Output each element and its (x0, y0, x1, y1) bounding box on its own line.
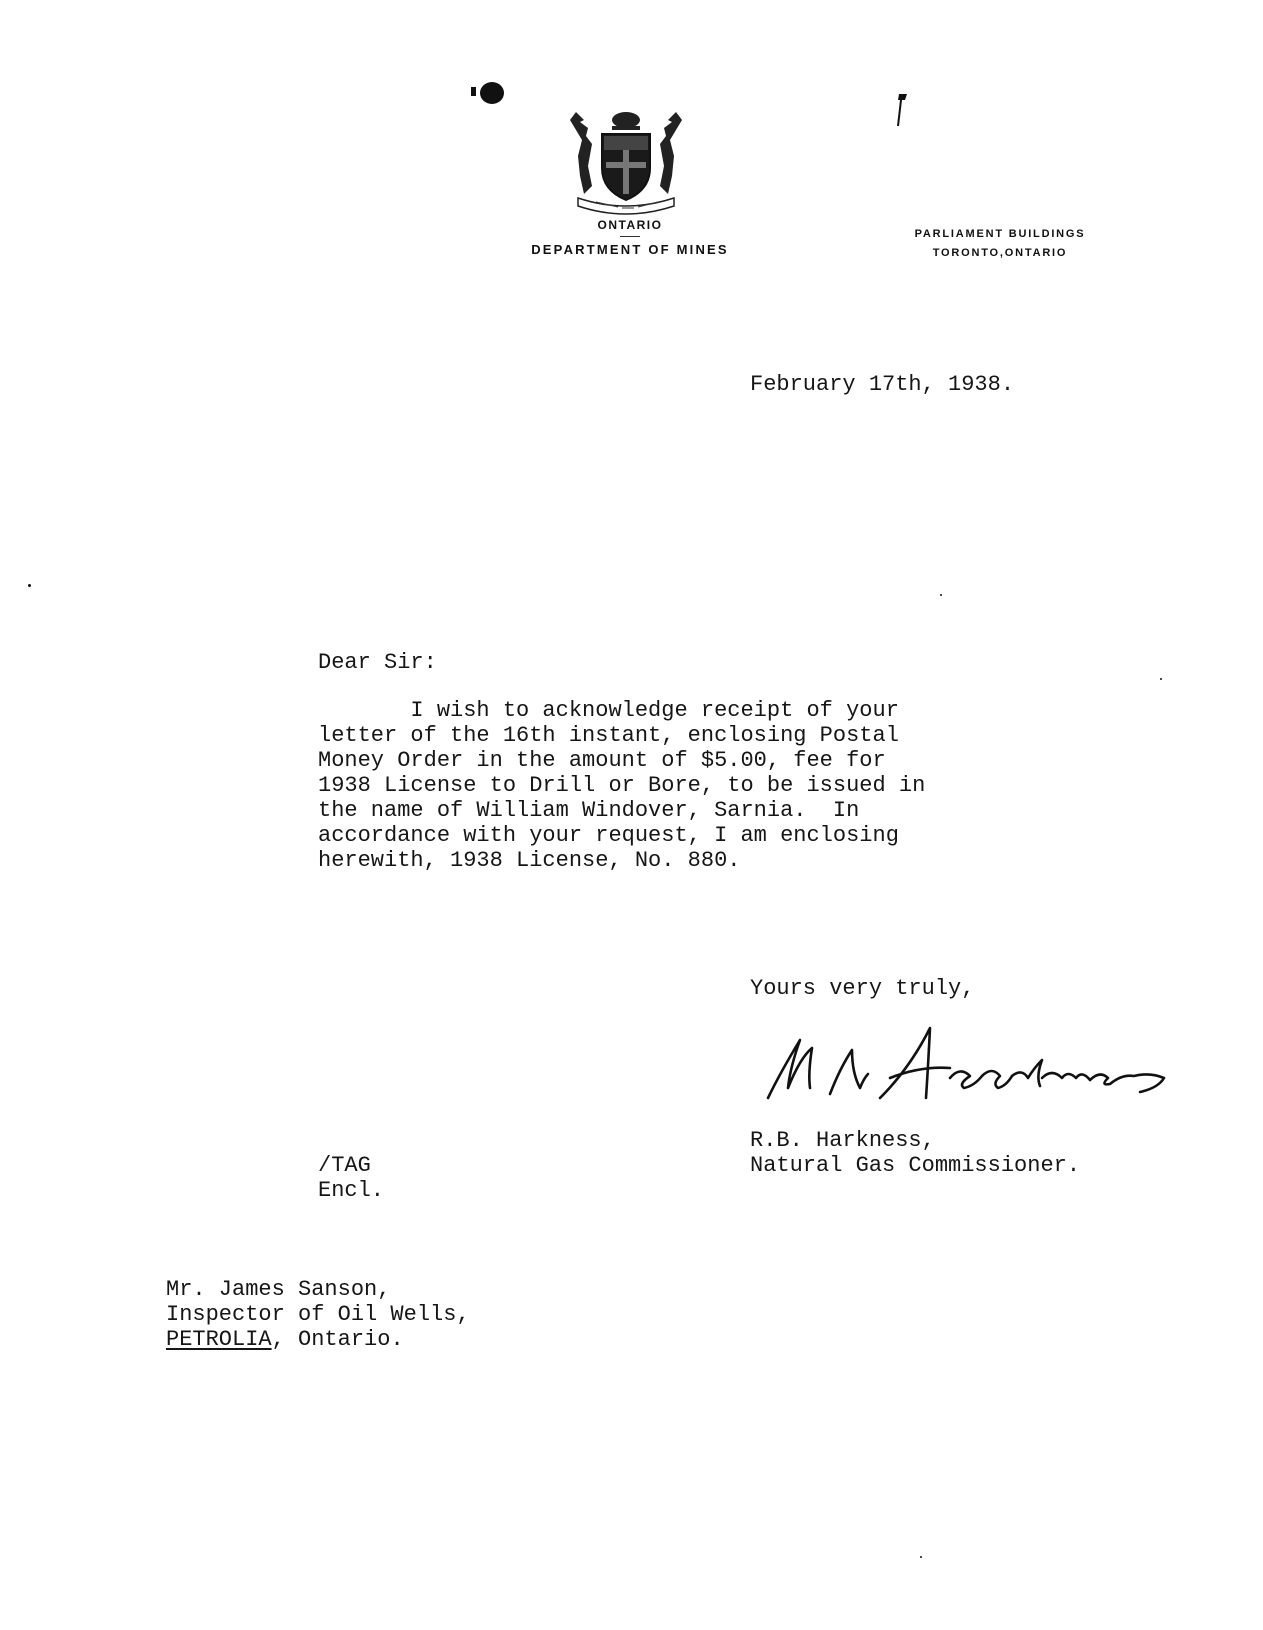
letter-date: February 17th, 1938. (750, 372, 1015, 397)
signer-title: Natural Gas Commissioner. (750, 1153, 1081, 1178)
recipient-city: PETROLIA (166, 1327, 272, 1352)
letterhead-department: DEPARTMENT OF MINES (531, 242, 729, 257)
signer-block (750, 1128, 1080, 1178)
enclosure-note: Encl. (318, 1178, 385, 1203)
paper-speck (28, 584, 31, 587)
body-line: I wish to acknowledge receipt of your (318, 698, 899, 723)
paper-speck (1160, 678, 1162, 680)
letterhead-address-line2: TORONTO,ONTARIO (932, 247, 1068, 259)
letterhead-rule (620, 236, 640, 237)
paper-speck (940, 594, 942, 596)
body-line: the name of William Windover, Sarnia. In (318, 798, 860, 823)
closing: Yours very truly, (750, 976, 975, 1001)
letterhead-province: ONTARIO (597, 218, 663, 232)
recipient-title: Inspector of Oil Wells, (166, 1302, 470, 1327)
typist-initials: /TAG (318, 1153, 371, 1178)
body-line: letter of the 16th instant, enclosing Postal (318, 723, 899, 748)
signer-name: R.B. Harkness, (750, 1128, 935, 1153)
ontario-coat-of-arms-icon (566, 106, 686, 216)
letterhead-address-line1: PARLIAMENT BUILDINGS (914, 228, 1086, 240)
recipient-province: , Ontario. (271, 1327, 404, 1352)
body-line: 1938 License to Drill or Bore, to be issued in (318, 773, 926, 798)
recipient-address (166, 1277, 470, 1352)
handwritten-signature-icon (760, 1018, 1210, 1118)
letter-body (318, 698, 925, 873)
paper-speck (920, 1556, 922, 1558)
recipient-city-line (166, 1327, 470, 1352)
ink-blot-mark (468, 78, 508, 108)
salutation: Dear Sir: (318, 650, 437, 675)
body-line: herewith, 1938 License, No. 880. (318, 848, 741, 873)
recipient-name: Mr. James Sanson, (166, 1277, 391, 1302)
body-line: accordance with your request, I am enclosing (318, 823, 899, 848)
reference-block (318, 1153, 384, 1203)
ink-tick-mark (893, 92, 913, 130)
body-line: Money Order in the amount of $5.00, fee for (318, 748, 886, 773)
